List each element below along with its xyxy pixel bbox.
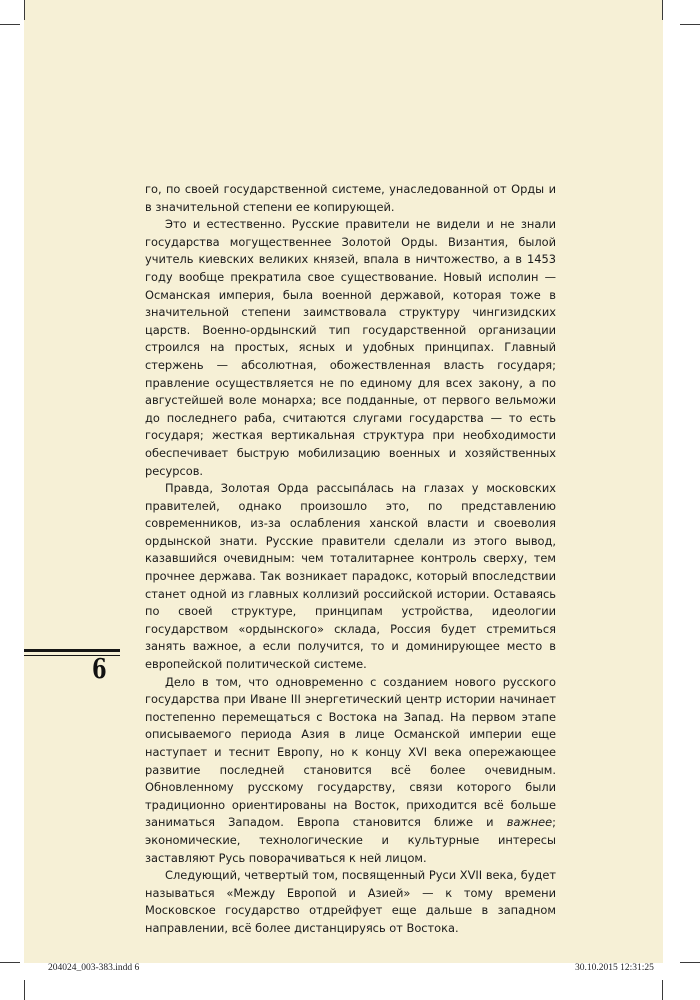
- crop-mark: [680, 962, 700, 963]
- paragraph: [145, 674, 556, 868]
- crop-mark: [0, 24, 20, 25]
- paragraph: Правда, Золотая Орда рассыпа́лась на глазах у московских правителей, однако произошло это, по представлению современников, из-за ослабления ханской власти и своеволия ордынской знати. Русские правители сделали из этого вывод, казавшийся очевидным: чем тоталитарнее контроль сверху, тем прочнее держава. Так возникает парадокс, который впоследствии станет одной из главных коллизий российской истории. Оставаясь по своей структуре, принципам устройства, идеологии государством «ордынского» склада, Россия будет стремиться занять важное, а если получится, то и доминирующее место в европейской политической системе.: [145, 481, 556, 672]
- crop-mark: [0, 962, 20, 963]
- paragraph: го, по своей государственной системе, унаследованной от Орды и в значительной степени ее копирующей.: [145, 182, 556, 214]
- slug-filename: 204024_003-383.indd 6: [48, 963, 140, 973]
- paragraph-text: Дело в том, что одновременно с созданием нового русского государства при Иване III энергетический центр истории начинает постепенно перемещаться с Востока на Запад. На первом этапе описываемого периода Азия в лице Османской империи еще наступает и теснит Европу, но к концу XVI века опережающее развитие последней становится всё более очевидным. Обновленному русскому государству, связи которого были традиционно ориентированы на Восток, приходится всё больше заниматься Западом. Европа становится ближе и: [145, 674, 556, 830]
- paragraph-text: ; экономические, технологические и культурные интересы заставляют Русь поворачиваться к ней лицом.: [145, 815, 557, 865]
- crop-mark: [662, 980, 663, 1000]
- page-number: 6: [92, 654, 107, 685]
- paragraph: Это и естественно. Русские правители не видели и не знали государства могущественнее Золотой Орды. Византия, былой учитель киевских великих князей, впала в ничтожество, а в 1453 году вообще прекратила свое существование. Новый исполин — Османская империя, была военной державой, которая тоже в значительной степени заимствовала структуру чингизидских царств. Военно-ордынский тип государственной организации строился на простых, ясных и удобных принципах. Главный стержень — абсолютная, обожествленная власть государя; правление осуществляется не по единому для всех закону, а по августейшей воле монарха; все подданные, от первого вельможи до последнего раба, считаются слугами государства — то есть государя; жесткая вертикальная структура при необходимости обеспечивает быструю мобилизацию военных и хозяйственных ресурсов.: [145, 217, 556, 478]
- slug-timestamp: 30.10.2015 12:31:25: [575, 963, 654, 973]
- italic-emphasis: важнее: [506, 815, 553, 830]
- crop-mark: [662, 0, 663, 20]
- paragraph: Следующий, четвертый том, посвященный Руси XVII века, будет называться «Между Европой и Азией» — к тому времени Московское государство отдрейфует еще дальше в западном направлении, всё более дистанцируясь от Востока.: [145, 868, 556, 935]
- crop-mark: [680, 24, 700, 25]
- crop-mark: [24, 980, 25, 1000]
- crop-mark: [24, 0, 25, 20]
- thick-rule: [24, 649, 120, 652]
- body-text: [145, 181, 556, 938]
